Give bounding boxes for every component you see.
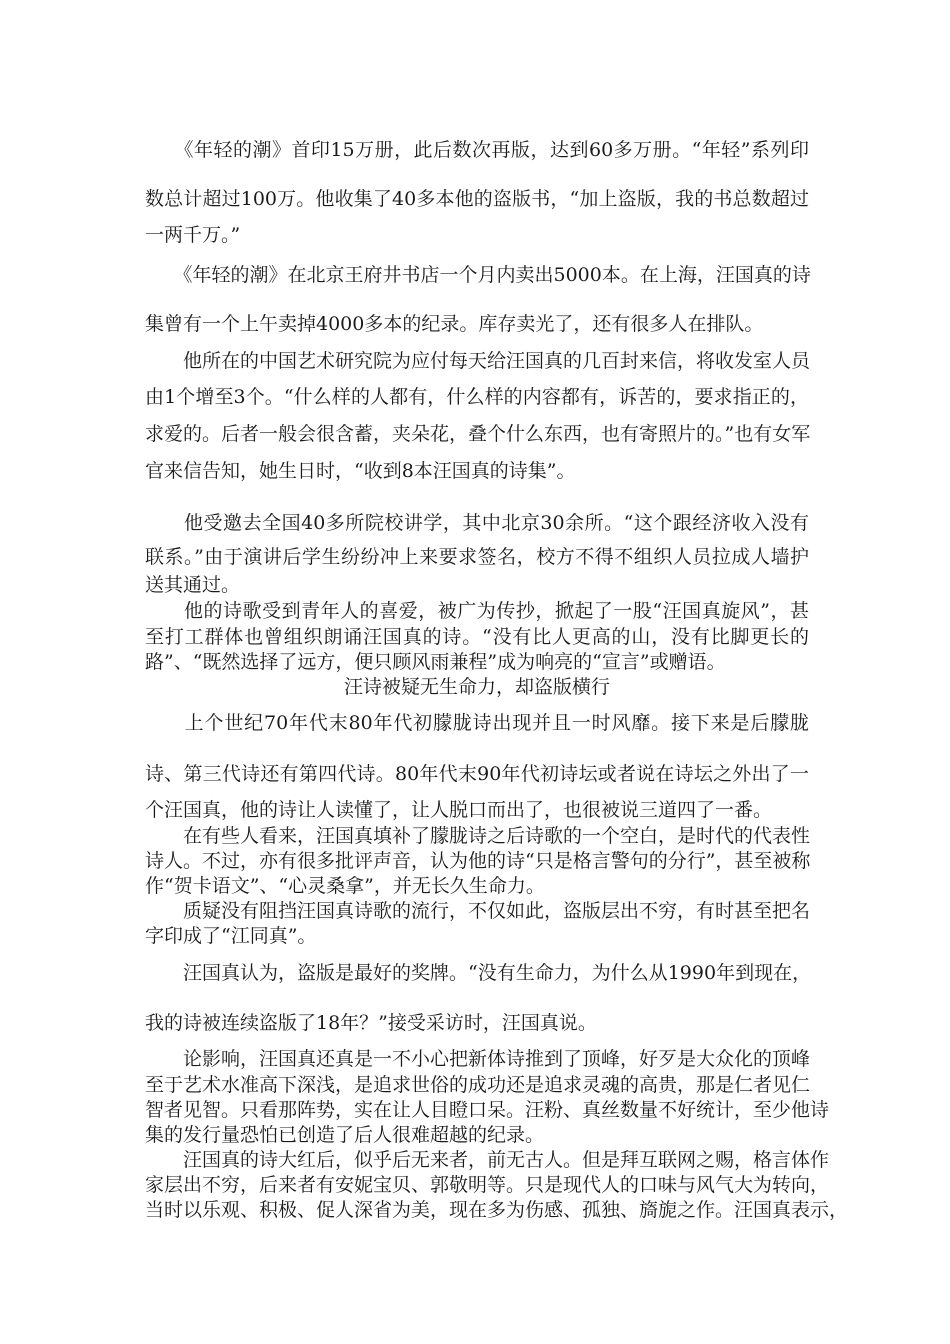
text-line: 他的诗歌受到青年人的喜爱，被广为传抄，掀起了一股“汪国真旋风”，甚 — [145, 600, 809, 622]
text-line: 家层出不穷，后来者有安妮宝贝、郭敬明等。只是现代人的口味与风气大为转向， — [145, 1174, 830, 1196]
text-line: 《年轻的潮》在北京王府井书店一个月内卖出5000本。在上海，汪国真的诗 — [145, 264, 811, 286]
text-line: 论影响，汪国真还真是一不小心把新体诗推到了顶峰，好歹是大众化的顶峰 — [145, 1048, 811, 1070]
text-line: 质疑没有阻挡汪国真诗歌的流行，不仅如此，盗版层出不穷，有时甚至把名 — [145, 900, 811, 922]
text-line: 《年轻的潮》首印15万册，此后数次再版，达到60多万册。“年轻”系列印 — [145, 139, 809, 161]
text-line: 作“贺卡语文”、“心灵桑拿”，并无长久生命力。 — [145, 875, 545, 897]
text-line: 他受邀去全国40多所院校讲学，其中北京30余所。“这个跟经济收入没有 — [145, 512, 809, 534]
text-line: 当时以乐观、积极、促人深省为美，现在多为伤感、孤独、旖旎之作。汪国真表示， — [145, 1199, 849, 1221]
text-line: 由1个增至3个。“什么样的人都有，什么样的内容都有，诉苦的，要求指正的， — [145, 386, 809, 408]
text-line: 汪国真的诗大红后，似乎后无来者，前无古人。但是拜互联网之赐，格言体作 — [145, 1149, 830, 1171]
section-heading: 汪诗被疑无生命力，却盗版横行 — [343, 676, 610, 698]
text-line: 送其通过。 — [145, 574, 241, 596]
text-line: 个汪国真，他的诗让人读懂了，让人脱口而出了，也很被说三道四了一番。 — [145, 799, 773, 821]
text-line: 我的诗被连续盗版了18年？”接受采访时，汪国真说。 — [145, 1012, 597, 1034]
text-line: 他所在的中国艺术研究院为应付每天给汪国真的几百封来信，将收发室人员 — [145, 350, 811, 372]
text-line: 集曾有一个上午卖掉4000多本的纪录。库存卖光了，还有很多人在排队。 — [145, 313, 764, 335]
text-line: 官来信告知，她生日时，“收到8本汪国真的诗集”。 — [145, 460, 576, 482]
text-line: 汪国真认为，盗版是最好的奖牌。“没有生命力，为什么从1990年到现在， — [145, 962, 812, 984]
text-line: 在有些人看来，汪国真填补了朦胧诗之后诗歌的一个空白，是时代的代表性 — [145, 825, 811, 847]
text-line: 至于艺术水准高下深浅，是追求世俗的成功还是追求灵魂的高贵，那是仁者见仁 — [145, 1074, 811, 1096]
text-line: 集的发行量恐怕已创造了后人很难超越的纪录。 — [145, 1124, 545, 1146]
text-line: 至打工群体也曾组织朗诵汪国真的诗。“没有比人更高的山，没有比脚更长的 — [145, 626, 809, 648]
text-line: 路”、“既然选择了远方，便只顾风雨兼程”成为响亮的“宣言”或赠语。 — [145, 651, 726, 673]
text-line: 一两千万。” — [145, 224, 241, 246]
text-line: 求爱的。后者一般会很含蓄，夹朵花，叠个什么东西，也有寄照片的。”也有女军 — [145, 423, 811, 445]
text-line: 上个世纪70年代末80年代初朦胧诗出现并且一时风靡。接下来是后朦胧 — [145, 712, 809, 734]
text-line: 联系。”由于演讲后学生纷纷冲上来要求签名，校方不得不组织人员拉成人墙护 — [145, 546, 809, 568]
text-line: 智者见智。只看那阵势，实在让人目瞪口呆。汪粉、真丝数量不好统计，至少他诗 — [145, 1099, 830, 1121]
text-line: 诗人。不过，亦有很多批评声音，认为他的诗“只是格言警句的分行”，甚至被称 — [145, 850, 811, 872]
text-line: 数总计超过100万。他收集了40多本他的盗版书，“加上盗版，我的书总数超过 — [145, 188, 809, 210]
text-line: 诗、第三代诗还有第四代诗。80年代末90年代初诗坛或者说在诗坛之外出了一 — [145, 763, 809, 785]
text-line: 字印成了“江同真”。 — [145, 925, 317, 947]
